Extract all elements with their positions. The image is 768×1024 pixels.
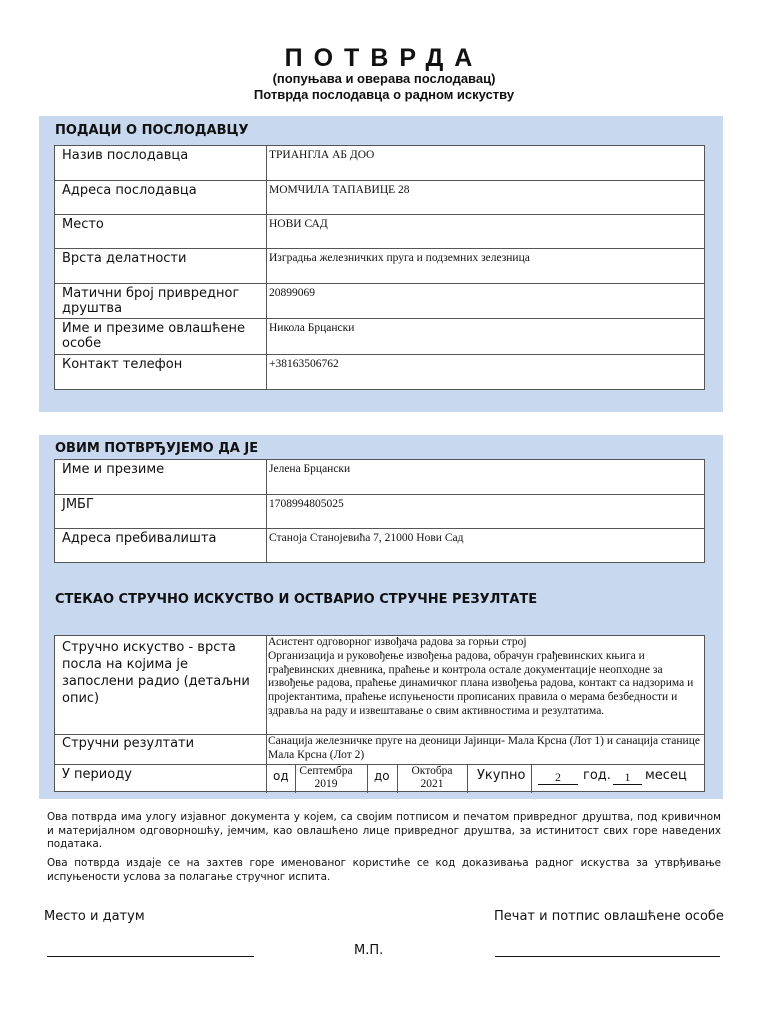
row-label: Назив послодавца <box>55 146 267 181</box>
table-row <box>55 146 705 181</box>
table-row <box>55 319 705 355</box>
column-divider <box>531 764 532 793</box>
experience-heading: СТЕКАО СТРУЧНО ИСКУСТВО И ОСТВАРИО СТРУЧНЕ РЕЗУЛТАТЕ <box>55 592 538 607</box>
authorized-person-field[interactable]: Никола Брцански <box>267 319 705 355</box>
months-label: месец <box>645 768 687 783</box>
page-subtitle-2: Потврда послодавца о радном искуству <box>253 87 515 102</box>
employer-name-field[interactable]: ТРИАНГЛА АБ ДОО <box>267 146 705 181</box>
employer-heading: ПОДАЦИ О ПОСЛОДАВЦУ <box>55 123 249 138</box>
row-label: Име и презиме овлашћене особе <box>55 319 267 355</box>
column-divider <box>467 764 468 793</box>
residence-address-field[interactable]: Станоја Станојевића 7, 21000 Нови Сад <box>267 529 705 563</box>
to-date-field[interactable]: Октобра 2021 <box>411 765 453 790</box>
from-date-field[interactable]: Септембра 2019 <box>299 765 353 790</box>
person-table <box>54 459 705 563</box>
row-label: Адреса послодавца <box>55 181 267 215</box>
row-label: Место <box>55 215 267 249</box>
signature-label: Печат и потпис овлашћене особе <box>494 909 724 924</box>
table-row <box>55 355 705 390</box>
employer-address-field[interactable]: МОМЧИЛА ТАПАВИЦЕ 28 <box>267 181 705 215</box>
column-divider <box>266 636 267 764</box>
results-field[interactable]: Санација железничке пруге на деоници Јајинци- Мала Крсна (Лот 1) и санација станице Мала Крсна (Лот 2) <box>268 735 700 761</box>
from-label: од <box>273 769 289 783</box>
full-name-field[interactable]: Јелена Брцански <box>267 460 705 495</box>
table-row <box>55 460 705 495</box>
months-field[interactable]: 1 <box>613 770 642 785</box>
experience-desc-field[interactable]: Асистент одговорног извођача радова за горњи строј Организација и руковођење извођења радова, обрачун грађевинских књига и грађевинских дневника, праћење и контрола остале документације неопходне за извођење радова, праћење динамичког плана извођења радова, контакт са надзорима и пројектантима, праћење испуњености прописаних правила о мерама безбедности и здравља на раду и извештавање о свим активностима и резултатима. <box>268 636 694 717</box>
table-row <box>55 529 705 563</box>
employer-table <box>54 145 705 390</box>
row-divider <box>55 764 704 765</box>
table-row <box>55 215 705 249</box>
employer-city-field[interactable]: НОВИ САД <box>267 215 705 249</box>
column-divider <box>266 764 267 793</box>
row-label: Адреса пребивалишта <box>55 529 267 563</box>
jmbg-field[interactable]: 1708994805025 <box>267 495 705 529</box>
column-divider <box>397 764 398 793</box>
experience-desc-label: Стручно искуство - врста посла на којима је запослени радио (детаљни опис) <box>62 640 250 706</box>
row-label: Име и презиме <box>55 460 267 495</box>
contact-phone-field[interactable]: +38163506762 <box>267 355 705 390</box>
results-label: Стручни резултати <box>62 736 195 751</box>
table-row <box>55 284 705 319</box>
table-row <box>55 495 705 529</box>
declaration-paragraph: Ова потврда има улогу изјавног документа у којем, са својим потписом и печатом привредног друштва, под кривичном и материјалном одговорношћу, јемчим, као овлашћено лице привредног друштва, за истинитост свих горе наведених података. <box>47 811 721 850</box>
column-divider <box>367 764 368 793</box>
table-row <box>55 249 705 284</box>
experience-table <box>54 635 705 792</box>
years-label: год. <box>583 768 611 783</box>
row-label: Контакт телефон <box>55 355 267 390</box>
row-label: Врста делатности <box>55 249 267 284</box>
row-label: Матични број привредног друштва <box>55 284 267 319</box>
employer-activity-field[interactable]: Изградња железничких пруга и подземних зелезница <box>267 249 705 284</box>
place-date-line[interactable] <box>47 956 254 957</box>
to-label: до <box>374 769 390 783</box>
period-label: У периоду <box>62 767 132 782</box>
total-label: Укупно <box>477 768 526 783</box>
row-label: ЈМБГ <box>55 495 267 529</box>
employer-reg-number-field[interactable]: 20899069 <box>267 284 705 319</box>
years-field[interactable]: 2 <box>538 770 578 785</box>
place-date-label: Место и датум <box>44 909 145 924</box>
purpose-paragraph: Ова потврда издаје се на захтев горе именованог користиће се код доказивања радног искуства за утврђивање испуњености услова за полагање стручног испита. <box>47 857 721 883</box>
table-row <box>55 181 705 215</box>
page-subtitle: (попуњава и оверава послодавац) <box>272 71 496 86</box>
page-title: ПОТВРДА <box>284 44 484 72</box>
stamp-placeholder: М.П. <box>354 943 384 958</box>
employer-section <box>39 116 723 412</box>
person-heading: ОВИМ ПОТВРЂУЈЕМО ДА ЈЕ <box>55 441 259 456</box>
signature-line[interactable] <box>495 956 720 957</box>
